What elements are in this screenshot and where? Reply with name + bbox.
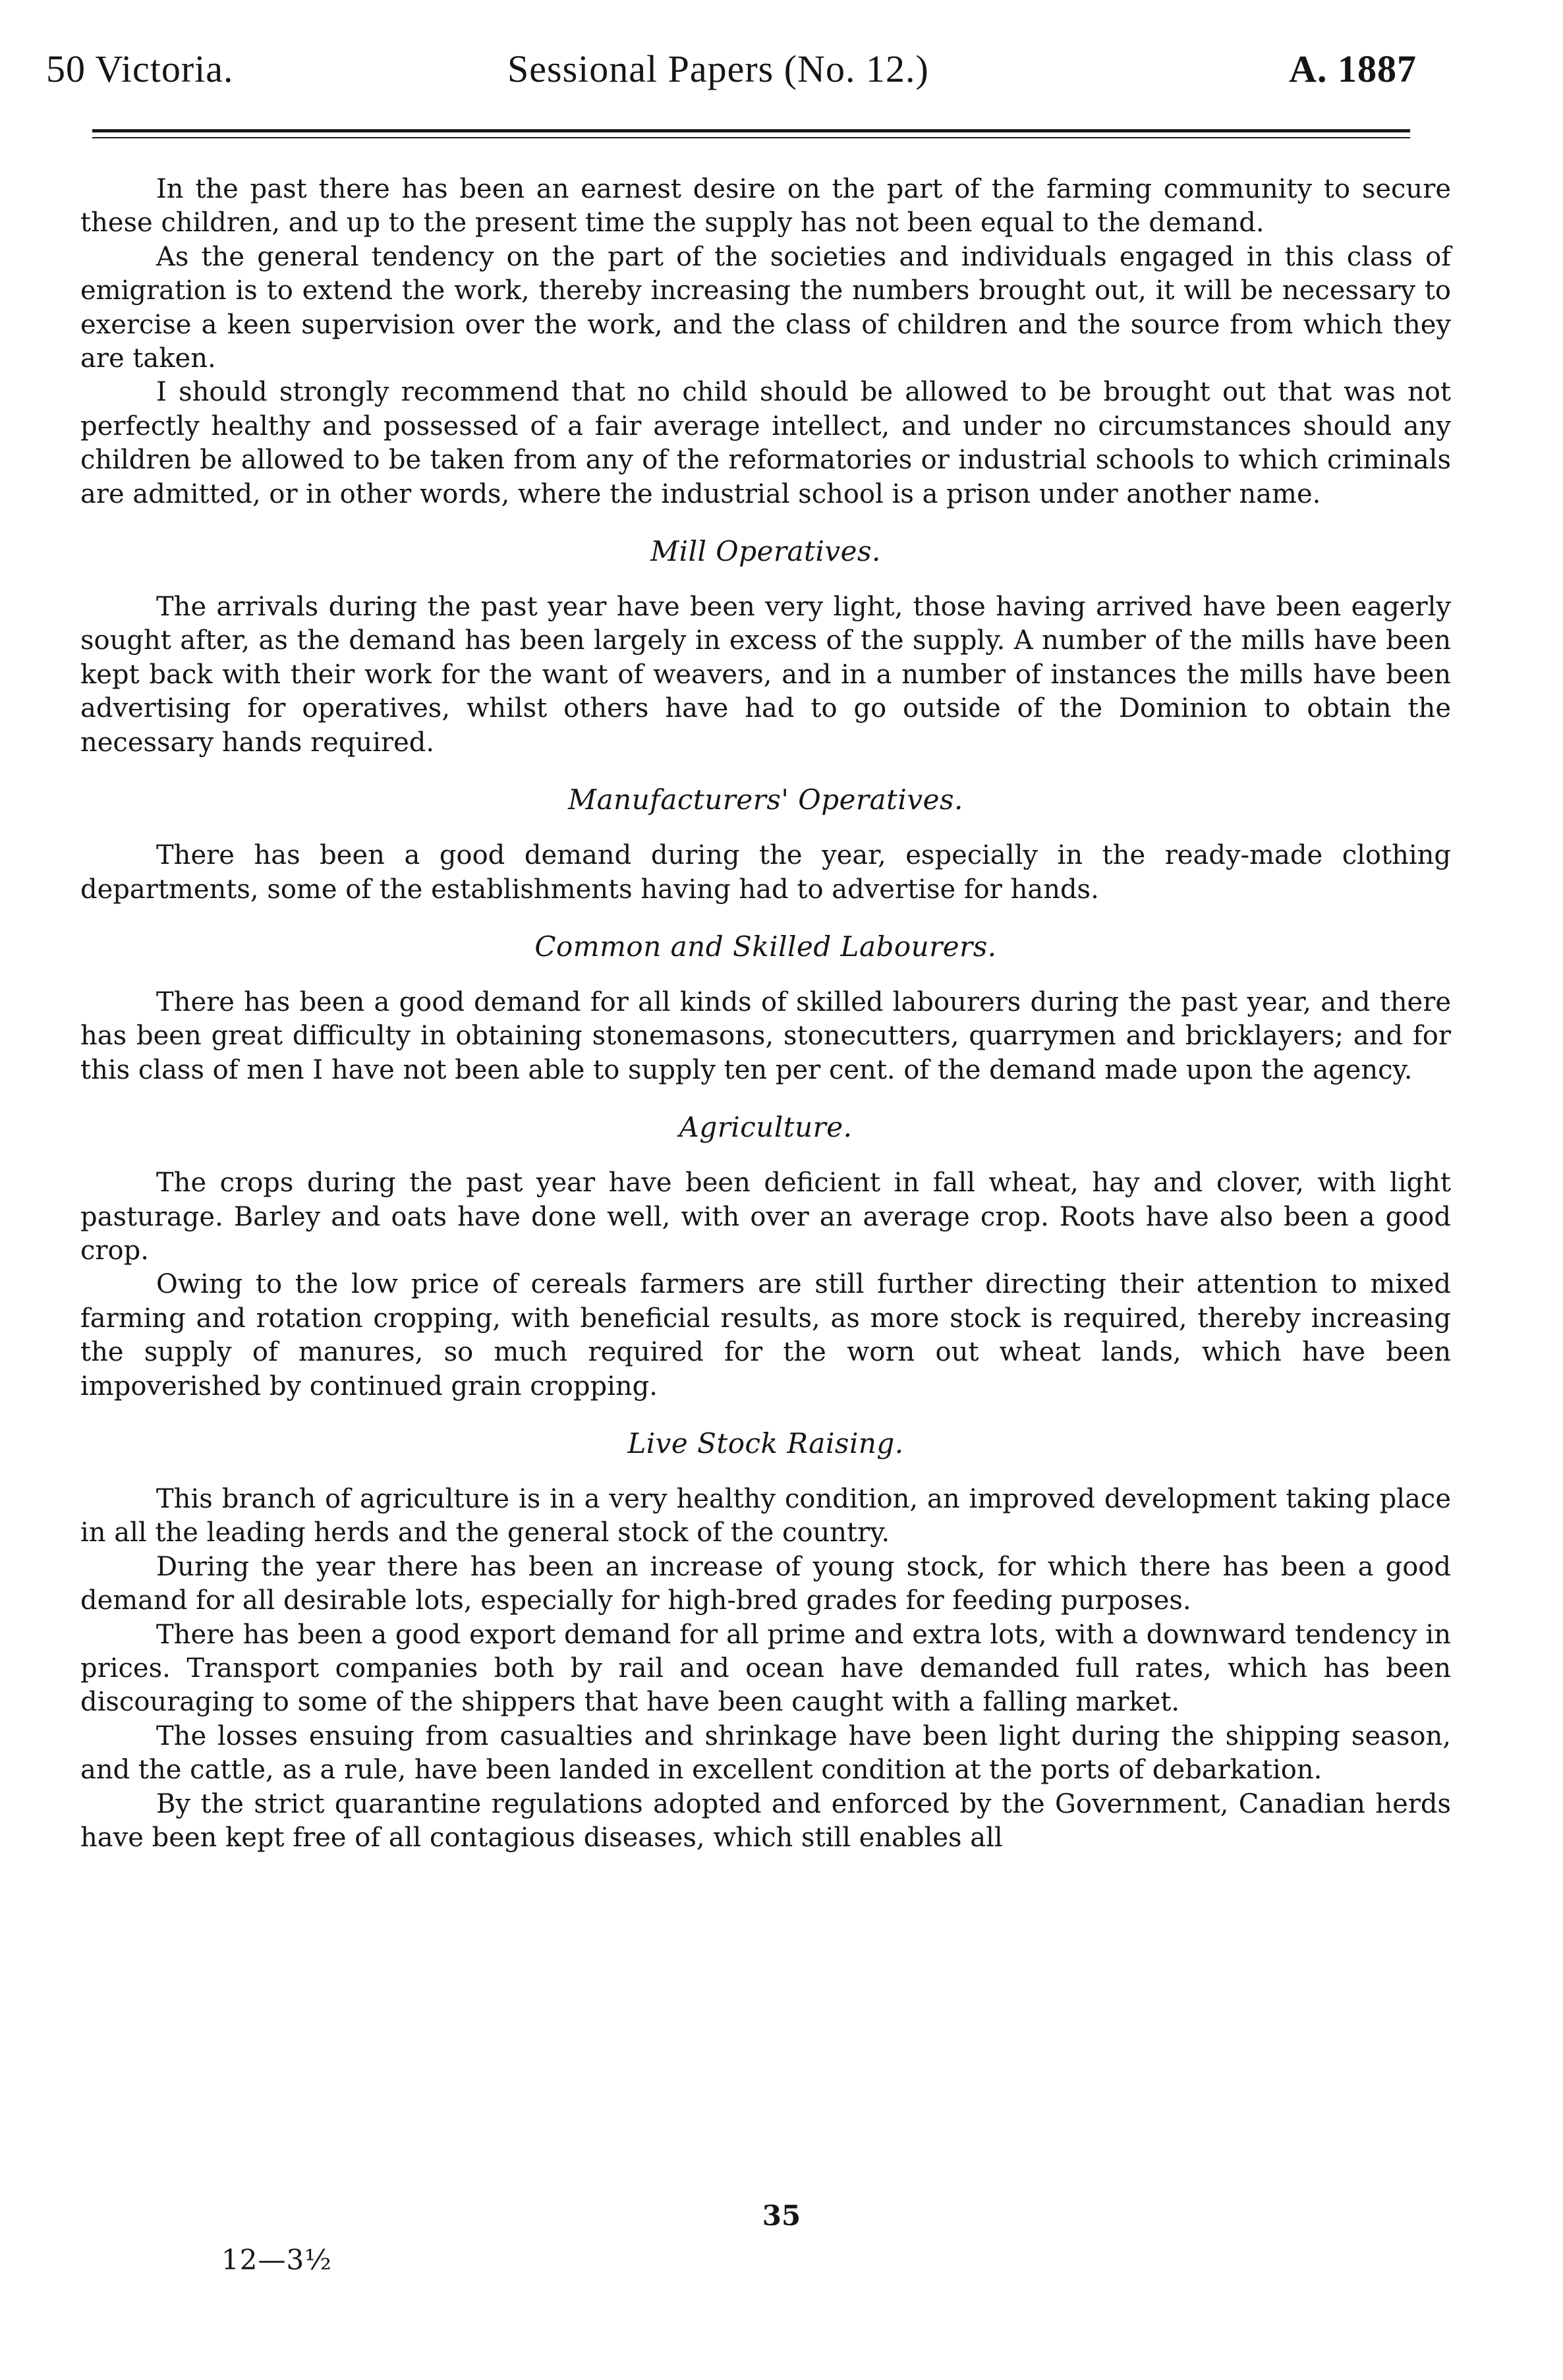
section-heading: Live Stock Raising. [627, 1427, 904, 1459]
body-paragraph: There has been a good export demand for all prime and extra lots, with a downward tendency in prices. Transport companies both by rail and ocean have demanded full rates, which has been discouraging to some of the shippers that have been caught with a falling market. [80, 1619, 1451, 1718]
section-heading: Manufacturers' Operatives. [568, 783, 963, 816]
body-paragraph: As the general tendency on the part of the societies and individuals engaged in this class of emigration is to extend the work, thereby increasing the numbers brought out, it will be necessary to exercise a keen supervision over the work, and the class of children and the source from which they are taken. [80, 241, 1451, 374]
running-header [46, 40, 1417, 99]
body-paragraph: Owing to the low price of cereals farmers are still further directing their attention to mixed farming and rotation cropping, with beneficial results, as more stock is required, thereby increasing the supply of manures, so much required for the worn out wheat lands, which have been impoverished by continued grain cropping. [80, 1269, 1451, 1402]
body-paragraph: By the strict quarantine regulations adopted and enforced by the Government, Canadian herds have been kept free of all contagious diseases, which still enables all [80, 1788, 1451, 1854]
header-session: 50 Victoria. [46, 47, 234, 90]
body-paragraph: The arrivals during the past year have been very light, those having arrived have been eagerly sought after, as the demand has been largely in excess of the supply. A number of the mills have been kept back with their work for the want of weavers, and in a number of instances the mills have been advertising for operatives, whilst others have had to go outside of the Dominion to obtain the necessary hands required. [80, 592, 1451, 758]
body-paragraph: There has been a good demand for all kinds of skilled labourers during the past year, and there has been great difficulty in obtaining stonemasons, stonecutters, quarrymen and bricklayers; and for this class of men I have not been able to supply ten per cent. of the demand made upon the agency. [80, 986, 1451, 1085]
header-year: A. 1887 [1289, 47, 1417, 90]
body-paragraph: There has been a good demand during the year, especially in the ready-made clothing departments, some of the establishments having had to advertise for hands. [80, 840, 1451, 905]
body-paragraph: During the year there has been an increase of young stock, for which there has been a good demand for all desirable lots, especially for high-bred grades for feeding purposes. [80, 1551, 1451, 1616]
header-rule-thin [92, 137, 1410, 138]
section-heading: Agriculture. [679, 1111, 853, 1144]
document-body [80, 173, 1451, 1855]
signature-mark: 12—3½ [221, 2244, 332, 2276]
section-heading: Common and Skilled Labourers. [534, 930, 997, 963]
body-paragraph: In the past there has been an earnest desire on the part of the farming community to secure these children, and up to the present time the supply has not been equal to the demand. [80, 174, 1451, 239]
body-paragraph: The losses ensuing from casualties and shrinkage have been light during the shipping season, and the cattle, as a rule, have been landed in excellent condition at the ports of debarkation. [80, 1720, 1451, 1786]
page-number: 35 [762, 2199, 801, 2232]
body-paragraph: This branch of agriculture is in a very healthy condition, an improved development taking place in all the leading herds and the general stock of the country. [80, 1483, 1451, 1548]
body-paragraph: The crops during the past year have been deficient in fall wheat, hay and clover, with light pasturage. Barley and oats have done well, with over an average crop. Roots have also been a good crop. [80, 1168, 1451, 1266]
body-paragraph: I should strongly recommend that no child should be allowed to be brought out that was not perfectly healthy and possessed of a fair average intellect, and under no circumstances should any children be allowed to be taken from any of the reformatories or industrial schools to which criminals are admitted, or in other words, where the industrial school is a prison under another name. [80, 377, 1451, 509]
section-heading: Mill Operatives. [650, 535, 881, 568]
header-rule-thick [92, 129, 1410, 132]
header-title: Sessional Papers (No. 12.) [507, 47, 929, 90]
